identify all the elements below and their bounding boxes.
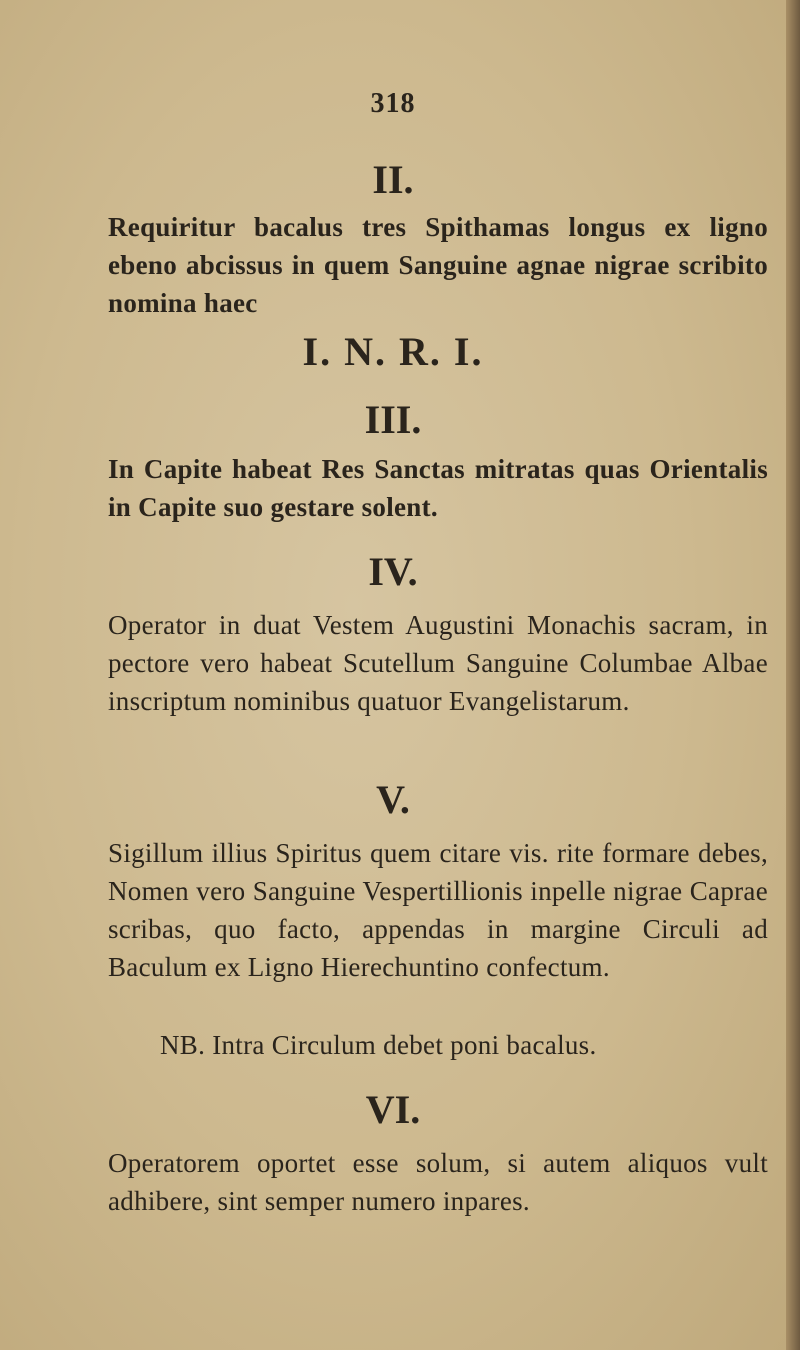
page-number: 318 [370,88,416,119]
section-note-5: NB. Intra Circulum debet poni bacalus. [160,1030,597,1060]
section-text-6: Operatorem oportet esse solum, si autem aliquos vult adhibere, sint semper numero inpares. [108,1148,768,1216]
page-edge [786,0,800,1350]
inscription-inri: I. N. R. I. [302,329,484,374]
section-text-3: In Capite habeat Res Sanctas mitratas quas Orientalis in Capite suo gestare solent. [108,454,768,522]
section-heading-3: III. [364,397,422,442]
section-heading-2: II. [372,157,414,202]
section-heading-5: V. [376,777,410,822]
section-heading-4: IV. [368,549,418,594]
section-text-2: Requiritur bacalus tres Spithamas longus ex ligno ebeno abcissus in quem Sanguine agnae nigrae scribito nomina haec [108,212,768,318]
section-text-4: Operator in duat Vestem Augustini Monachis sacram, in pectore vero habeat Scutellum Sanguine Columbae Albae inscriptum nominibus quatuor Evangelistarum. [108,610,768,716]
section-heading-6: VI. [365,1087,421,1132]
section-text-5: Sigillum illius Spiritus quem citare vis. rite formare debes, Nomen vero Sanguine Vespertillionis inpelle nigrae Caprae scribas, quo facto, appendas in margine Circuli ad Baculum ex Ligno Hierechuntino confectum. [108,838,768,982]
